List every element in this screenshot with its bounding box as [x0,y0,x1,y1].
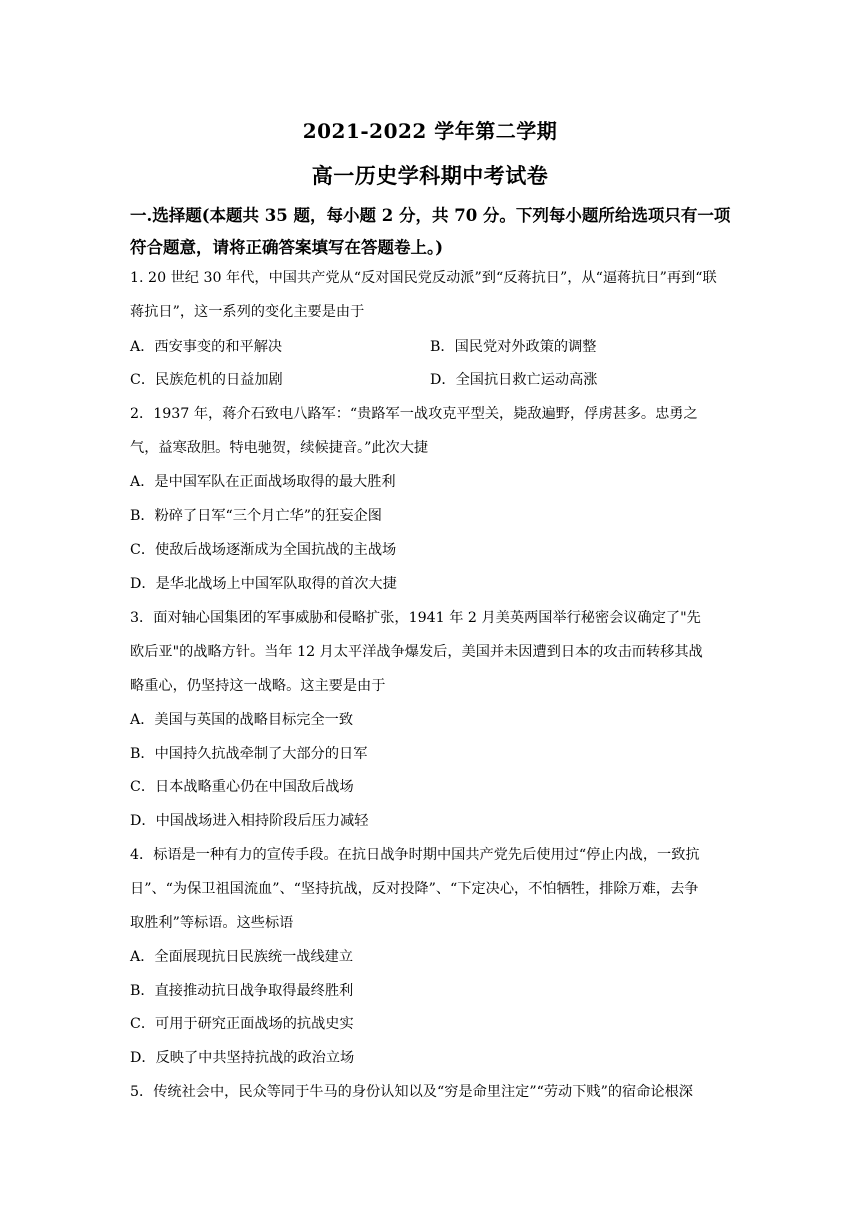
q1-option-d: D．全国抗日救亡运动高涨 [430,372,598,388]
q1-stem-line-2: 蒋抗日”，这一系列的变化主要是由于 [130,304,365,320]
q4-option-d: D．反映了中共坚持抗战的政治立场 [130,1050,355,1066]
q2-stem-line-2: 气，益寒敌胆。特电驰贺，续候捷音。”此次大捷 [130,440,429,456]
q4-option-b: B．直接推动抗日战争取得最终胜利 [130,983,354,999]
q4-option-c: C．可用于研究正面战场的抗战史实 [130,1016,354,1032]
q3-option-d: D．中国战场进入相持阶段后压力减轻 [130,813,369,829]
q3-stem-line-3: 略重心，仍坚持这一战略。这主要是由于 [130,678,386,694]
exam-semester-title: 2021-2022 学年第二学期 [302,119,558,143]
q4-stem-line-1: 4．标语是一种有力的宣传手段。在抗日战争时期中国共产党先后使用过“停止内战，一致抗 [130,847,700,863]
q1-option-c: C．民族危机的日益加剧 [130,372,283,388]
q2-option-a: A．是中国军队在正面战场取得的最大胜利 [130,474,396,490]
q4-option-a: A．全面展现抗日民族统一战线建立 [130,949,354,965]
q2-option-c: C．使敌后战场逐渐成为全国抗战的主战场 [130,542,397,558]
q3-stem-line-2: 欧后亚"的战略方针。当年 12 月太平洋战争爆发后，美国并未因遭到日本的攻击而转移其战 [130,644,703,660]
q1-option-a: A．西安事变的和平解决 [130,339,283,355]
q3-option-a: A．美国与英国的战略目标完全一致 [130,712,354,728]
q2-option-b: B．粉碎了日军“三个月亡华”的狂妄企图 [130,508,382,524]
q1-stem-line-1: 1. 20 世纪 30 年代，中国共产党从“反对国民党反动派”到“反蒋抗日”，从“逼蒋抗日”再到“联 [130,270,717,286]
q2-stem-line-1: 2．1937 年，蒋介石致电八路军：“贵路军一战攻克平型关，毙敌遍野，俘虏甚多。忠勇之 [130,406,698,422]
section-heading-line-2: 符合题意，请将正确答案填写在答题卷上。) [130,238,444,257]
q3-stem-line-1: 3．面对轴心国集团的军事威胁和侵略扩张，1941 年 2 月美英两国举行秘密会议确定了"先 [130,610,701,626]
q3-option-c: C．日本战略重心仍在中国敌后战场 [130,779,354,795]
q3-option-b: B．中国持久抗战牵制了大部分的日军 [130,746,368,762]
q1-option-b: B．国民党对外政策的调整 [430,339,597,355]
section-heading-line-1: 一.选择题(本题共 35 题，每小题 2 分，共 70 分。下列每小题所给选项只有一项 [130,206,731,225]
exam-subject-title: 高一历史学科期中考试卷 [311,163,549,188]
q4-stem-line-3: 取胜利”等标语。这些标语 [130,915,294,931]
q4-stem-line-2: 日”、“为保卫祖国流血”、“坚持抗战，反对投降”、“下定决心，不怕牺牲，排除万难，去争 [130,881,699,897]
q5-stem-line-1: 5．传统社会中，民众等同于牛马的身份认知以及“穷是命里注定”“劳动下贱”的宿命论根深 [130,1084,693,1100]
q2-option-d: D．是华北战场上中国军队取得的首次大捷 [130,576,397,592]
